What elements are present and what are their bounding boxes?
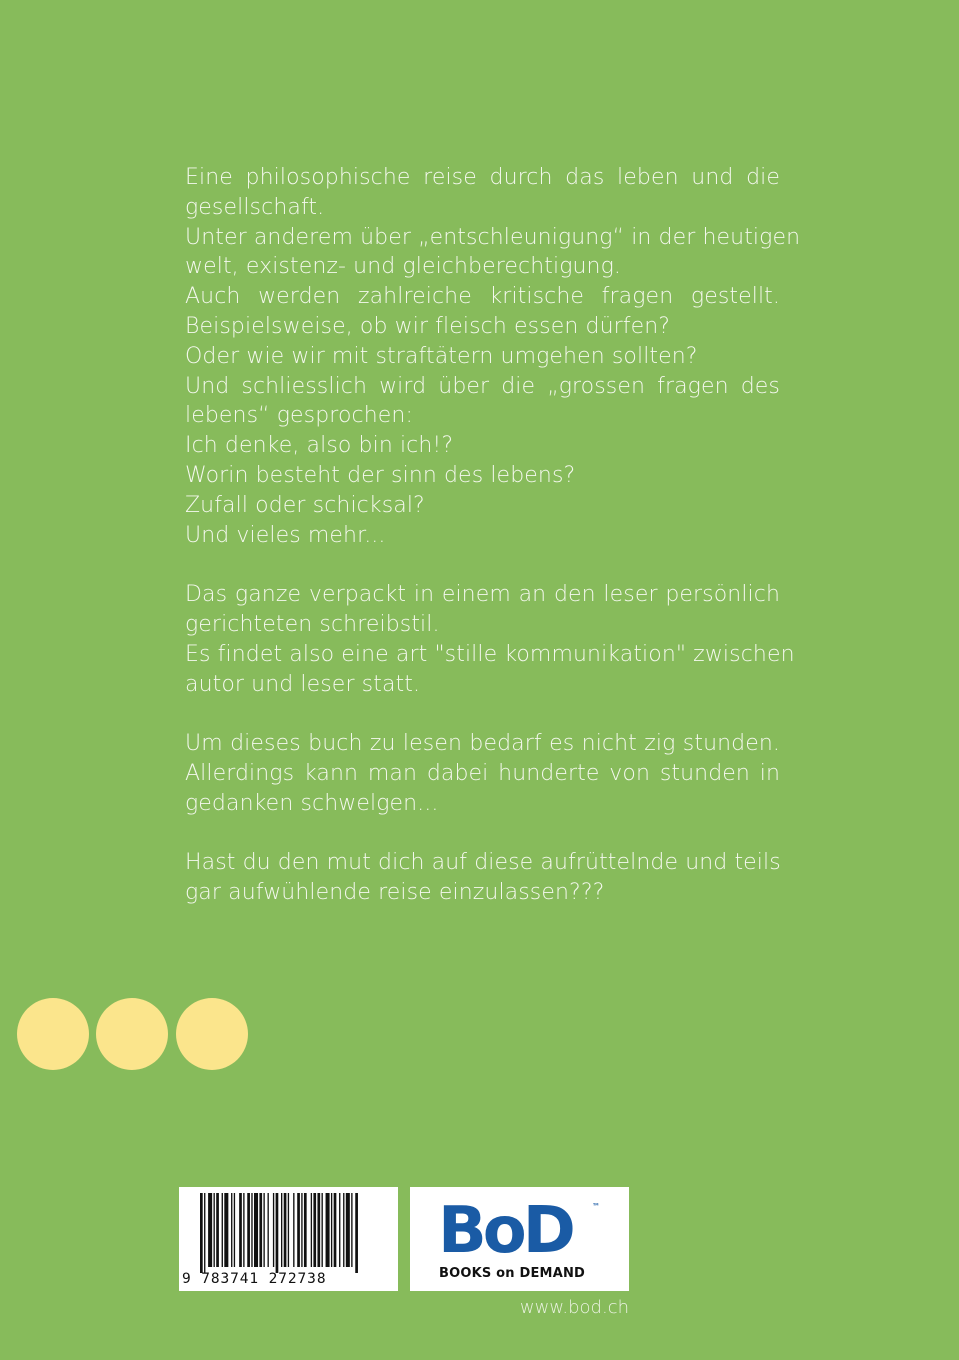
blurb-line: gerichteten schreibstil.: [185, 611, 440, 637]
barcode-bar: [208, 1193, 212, 1267]
barcode-bar: [251, 1193, 252, 1267]
barcode-bar: [351, 1193, 352, 1267]
barcode-bar: [268, 1193, 269, 1267]
barcode-bar: [311, 1193, 312, 1267]
blurb-line: Es findet also eine art "stille kommunikation" zwischen: [185, 641, 795, 667]
barcode-bar: [243, 1193, 244, 1267]
publisher-url: www.bod.ch: [519, 1297, 629, 1318]
barcode-bar: [326, 1193, 330, 1267]
blurb-line: Eine philosophische reise durch das leben und die: [185, 165, 780, 190]
barcode-bar: [224, 1193, 228, 1267]
barcode-bar: [339, 1193, 340, 1267]
barcode-bar: [322, 1193, 323, 1267]
blurb-paragraph-4: [185, 848, 780, 908]
blurb-line: Unter anderem über „entschleunigung“ in der heutigen: [185, 224, 801, 250]
barcode-bar: [276, 1193, 279, 1273]
blurb-paragraph-3: [185, 729, 780, 818]
blurb-paragraph-2: [185, 580, 795, 699]
publisher-logo: [410, 1187, 629, 1291]
barcode-bar: [259, 1193, 262, 1267]
blurb-line: gedanken schwelgen...: [185, 790, 439, 816]
blurb-line: Auch werden zahlreiche kritische fragen gestellt.: [185, 284, 780, 310]
isbn-number: 9 783741 272738: [182, 1271, 327, 1287]
blurb-line: autor und leser statt.: [185, 671, 421, 697]
barcode-bar: [301, 1193, 302, 1267]
barcode-bar: [231, 1193, 232, 1267]
barcode-bar: [273, 1193, 274, 1267]
decorative-dots: [17, 998, 257, 1071]
barcode-bar: [222, 1193, 223, 1267]
blurb-line: Hast du den mut dich auf diese aufrüttelnde und teils: [185, 850, 781, 876]
isbn-barcode: [179, 1187, 398, 1291]
barcode-bar: [247, 1193, 250, 1267]
decorative-dot: [176, 998, 248, 1070]
barcode-bar: [239, 1193, 242, 1267]
blurb-line: welt, existenz- und gleichberechtigung.: [185, 254, 621, 280]
blurb-line: lebens“ gesprochen:: [185, 403, 413, 429]
barcode-bar: [204, 1193, 205, 1273]
barcode-bar: [346, 1193, 350, 1267]
blurb-line: Das ganze verpackt in einem an den leser persönlich: [185, 582, 780, 608]
blurb-line: Ich denke, also bin ich!?: [185, 433, 454, 459]
barcode-bar: [281, 1193, 282, 1267]
barcode-bar: [293, 1193, 294, 1267]
decorative-dot: [96, 998, 168, 1070]
barcode-bar: [313, 1193, 316, 1267]
blurb-line: Beispielsweise, ob wir fleisch essen dürfen?: [185, 313, 671, 339]
barcode-bar: [355, 1193, 358, 1273]
barcode-bar: [343, 1193, 344, 1267]
barcode-bar: [304, 1193, 307, 1267]
blurb-line: Und vieles mehr...: [185, 522, 386, 548]
barcode-bar: [200, 1193, 203, 1273]
blurb-line: gesellschaft.: [185, 194, 325, 220]
blurb-line: Um dieses buch zu lesen bedarf es nicht zig stunden.: [185, 731, 780, 757]
barcode-bar: [234, 1193, 235, 1267]
blurb-paragraph-1: [185, 163, 801, 550]
blurb-line: Zufall oder schicksal?: [185, 492, 425, 518]
barcode-bar: [214, 1193, 215, 1267]
blurb-line: Oder wie wir mit straftätern umgehen sollten?: [185, 343, 698, 369]
blurb-line: Allerdings kann man dabei hunderte von stunden in: [185, 760, 780, 786]
barcode-bar: [297, 1193, 300, 1267]
trademark-mark: ™: [592, 1202, 600, 1211]
barcode-bar: [334, 1193, 337, 1267]
barcode-bar: [263, 1193, 264, 1267]
barcode-bar: [317, 1193, 320, 1267]
decorative-dot: [17, 998, 89, 1070]
barcode-bar: [288, 1193, 289, 1267]
barcode-bar: [331, 1193, 332, 1267]
bod-logo-text: BoD: [438, 1194, 572, 1268]
blurb-line: Worin besteht der sinn des lebens?: [185, 462, 576, 488]
blurb-line: Und schliesslich wird über die „grossen fragen des: [185, 373, 780, 399]
barcode-bar: [254, 1193, 258, 1267]
publisher-tagline: BOOKS on DEMAND: [439, 1266, 586, 1281]
blurb-text: [185, 163, 801, 938]
barcode-bar: [284, 1193, 287, 1267]
barcode-bars: [179, 1187, 398, 1273]
barcode-bar: [216, 1193, 219, 1267]
blurb-line: gar aufwühlende reise einzulassen???: [185, 880, 605, 906]
